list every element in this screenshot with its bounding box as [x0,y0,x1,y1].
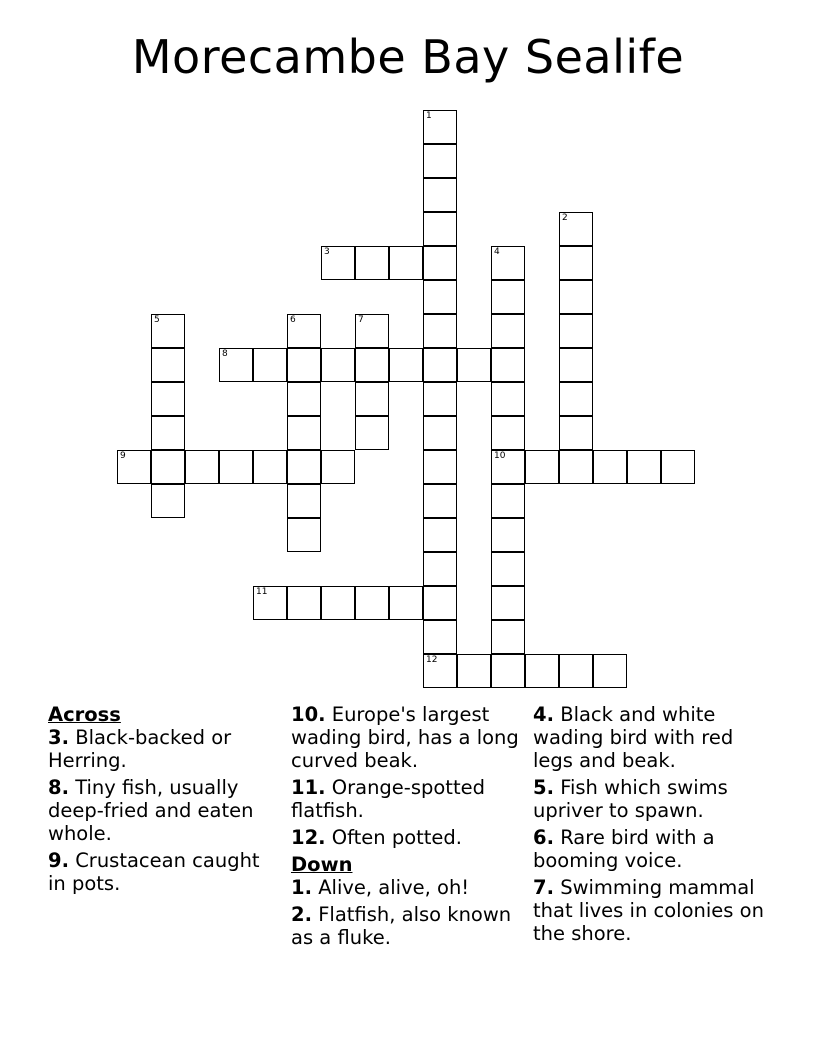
across-clue-11: 11. Orange-spotted flatfish. [291,776,485,822]
cell-number: 11 [256,587,268,597]
grid-cell[interactable] [593,654,627,688]
cell-number: 1 [426,111,432,121]
down-heading: Down [291,853,353,876]
grid-cell[interactable] [151,382,185,416]
grid-cell[interactable] [423,552,457,586]
grid-cell[interactable] [423,416,457,450]
grid-cell[interactable] [491,314,525,348]
clues-column-3 [533,703,765,949]
grid-cell[interactable] [287,314,321,348]
grid-cell[interactable] [559,382,593,416]
grid-cell[interactable] [593,450,627,484]
grid-cell[interactable] [151,416,185,450]
down-clue-7: 7. Swimming mammal that lives in colonies on the shore. [533,876,764,945]
grid-cell[interactable] [287,586,321,620]
down-clue-6: 6. Rare bird with a booming voice. [533,826,715,872]
grid-cell[interactable] [117,450,151,484]
grid-cell[interactable] [355,382,389,416]
grid-cell[interactable] [559,654,593,688]
grid-cell[interactable] [287,518,321,552]
grid-cell[interactable] [253,348,287,382]
grid-cell[interactable] [423,280,457,314]
grid-cell[interactable] [151,450,185,484]
grid-cell[interactable] [423,110,457,144]
grid-cell[interactable] [491,280,525,314]
grid-cell[interactable] [151,314,185,348]
grid-cell[interactable] [559,280,593,314]
grid-cell[interactable] [355,586,389,620]
grid-cell[interactable] [491,552,525,586]
grid-cell[interactable] [559,246,593,280]
grid-cell[interactable] [491,620,525,654]
grid-cell[interactable] [559,416,593,450]
grid-cell[interactable] [423,314,457,348]
grid-cell[interactable] [423,246,457,280]
down-clue-2: 2. Flatfish, also known as a fluke. [291,903,512,949]
cell-number: 3 [324,247,330,257]
page-title: Morecambe Bay Sealife [131,30,685,84]
grid-cell[interactable] [457,348,491,382]
grid-cell[interactable] [457,654,491,688]
grid-cell[interactable] [355,314,389,348]
grid-cell[interactable] [355,416,389,450]
grid-cell[interactable] [491,246,525,280]
cell-number: 12 [426,655,438,665]
grid-cell[interactable] [287,484,321,518]
grid-cell[interactable] [253,450,287,484]
grid-cell[interactable] [423,620,457,654]
across-clue-8: 8. Tiny fish, usually deep-fried and eaten whole. [48,776,254,845]
grid-cell[interactable] [491,348,525,382]
across-clue-10: 10. Europe's largest wading bird, has a long curved beak. [291,703,519,772]
grid-cell[interactable] [423,144,457,178]
grid-cell[interactable] [253,586,287,620]
clues-column-1 [48,703,280,899]
grid-cell[interactable] [287,382,321,416]
grid-cell[interactable] [491,450,525,484]
grid-cell[interactable] [219,348,253,382]
grid-cell[interactable] [423,212,457,246]
grid-cell[interactable] [559,450,593,484]
grid-cell[interactable] [151,484,185,518]
across-clue-3: 3. Black-backed or Herring. [48,726,232,772]
grid-cell[interactable] [491,484,525,518]
grid-cell[interactable] [491,654,525,688]
grid-cell[interactable] [321,246,355,280]
grid-cell[interactable] [423,654,457,688]
grid-cell[interactable] [627,450,661,484]
clues-column-2 [291,703,523,953]
grid-cell[interactable] [287,416,321,450]
down-clue-5: 5. Fish which swims upriver to spawn. [533,776,728,822]
grid-cell[interactable] [355,246,389,280]
grid-cell[interactable] [389,586,423,620]
across-heading: Across [48,703,121,726]
grid-cell[interactable] [525,450,559,484]
grid-cell[interactable] [219,450,253,484]
cell-number: 9 [120,451,126,461]
grid-cell[interactable] [389,246,423,280]
grid-cell[interactable] [423,178,457,212]
grid-cell[interactable] [491,518,525,552]
cell-number: 4 [494,247,500,257]
cell-number: 2 [562,213,568,223]
grid-cell[interactable] [559,212,593,246]
grid-cell[interactable] [661,450,695,484]
grid-cell[interactable] [287,450,321,484]
grid-cell[interactable] [423,518,457,552]
grid-cell[interactable] [185,450,219,484]
grid-cell[interactable] [151,348,185,382]
grid-cell[interactable] [355,348,389,382]
cell-number: 8 [222,349,228,359]
grid-cell[interactable] [491,586,525,620]
grid-cell[interactable] [525,654,559,688]
grid-cell[interactable] [321,450,355,484]
grid-cell[interactable] [423,450,457,484]
across-clue-9: 9. Crustacean caught in pots. [48,849,260,895]
grid-cell[interactable] [287,348,321,382]
cell-number: 7 [358,315,364,325]
grid-cell[interactable] [559,348,593,382]
grid-cell[interactable] [491,382,525,416]
cell-number: 10 [494,451,506,461]
grid-cell[interactable] [423,382,457,416]
grid-cell[interactable] [423,348,457,382]
grid-cell[interactable] [389,348,423,382]
grid-cell[interactable] [423,586,457,620]
cell-number: 5 [154,315,160,325]
grid-cell[interactable] [491,416,525,450]
grid-cell[interactable] [423,484,457,518]
grid-cell[interactable] [559,314,593,348]
across-clue-12: 12. Often potted. [291,826,462,849]
grid-cell[interactable] [321,348,355,382]
cell-number: 6 [290,315,296,325]
down-clue-1: 1. Alive, alive, oh! [291,876,470,899]
grid-cell[interactable] [321,586,355,620]
down-clue-4: 4. Black and white wading bird with red legs and beak. [533,703,734,772]
